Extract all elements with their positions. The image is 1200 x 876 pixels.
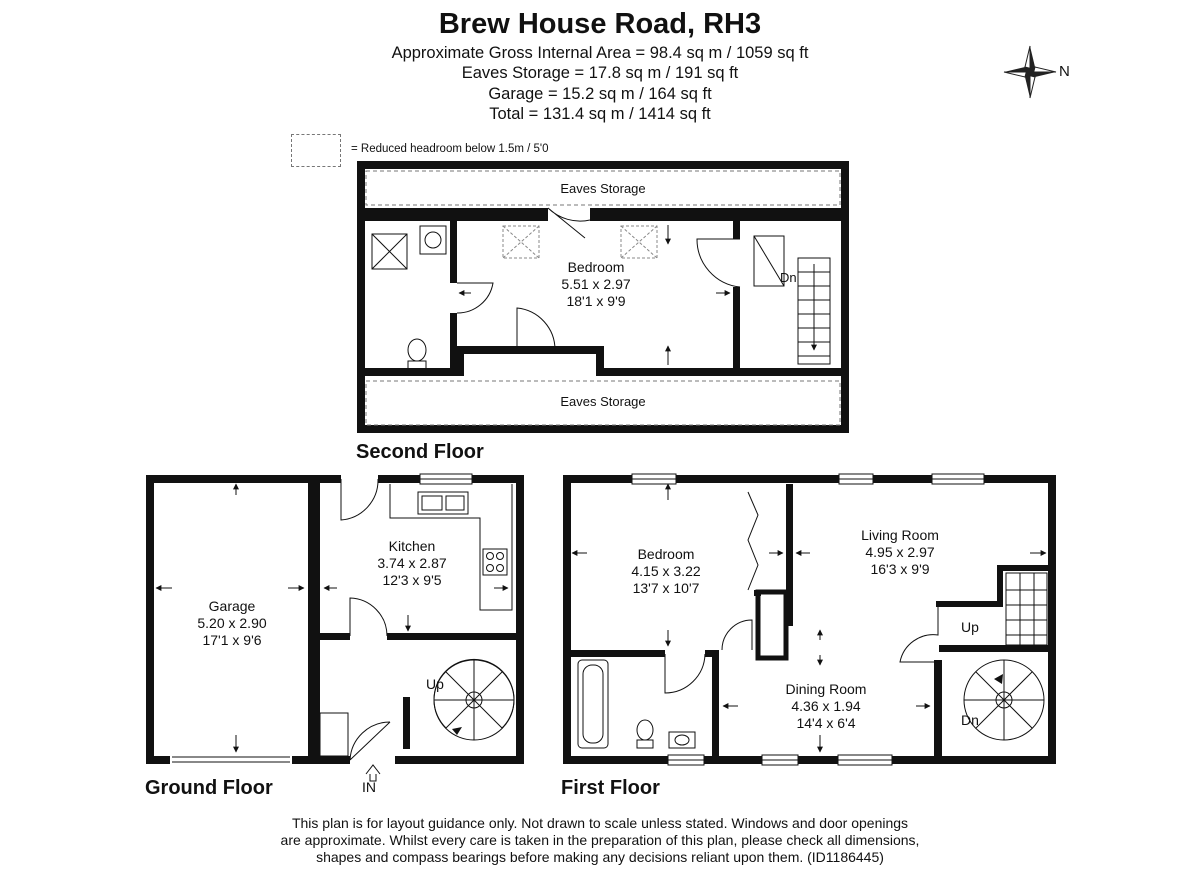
disclaimer-line: are approximate. Whilst every care is taken in the preparation of this plan, please check all dimensions,	[280, 832, 920, 848]
area-garage: Garage = 15.2 sq m / 164 sq ft	[488, 85, 712, 103]
room-name: Garage	[208, 598, 256, 614]
room-metric: 4.36 x 1.94	[791, 698, 861, 714]
dining-room-label	[766, 681, 886, 732]
garage-label	[172, 598, 292, 649]
area-total: Total = 131.4 sq m / 1414 sq ft	[489, 105, 711, 123]
room-imperial: 18'1 x 9'9	[566, 293, 626, 309]
first-floor-heading: First Floor	[561, 777, 660, 799]
area-gross-internal: Approximate Gross Internal Area = 98.4 sq m / 1059 sq ft	[391, 44, 809, 62]
disclaimer-line: shapes and compass bearings before making any decisions reliant upon them. (ID1186445)	[316, 849, 884, 865]
room-metric: 3.74 x 2.87	[377, 555, 447, 571]
room-name: Kitchen	[388, 538, 436, 554]
room-metric: 4.95 x 2.97	[865, 544, 935, 560]
room-imperial: 14'4 x 6'4	[796, 715, 856, 731]
second-floor-heading: Second Floor	[356, 441, 484, 463]
room-imperial: 12'3 x 9'5	[382, 572, 442, 588]
second-floor-stair-label: Dn	[780, 270, 797, 285]
room-metric: 4.15 x 3.22	[631, 563, 701, 579]
second-floor-bedroom-label	[536, 259, 656, 310]
first-floor-bedroom-label	[606, 546, 726, 597]
ground-floor-stair-label: Up	[426, 676, 444, 692]
compass-north-label: N	[1059, 63, 1070, 80]
kitchen-label	[352, 538, 472, 589]
living-room-label	[840, 527, 960, 578]
first-floor-stair-down-label: Dn	[961, 712, 979, 728]
room-name: Living Room	[861, 527, 939, 543]
room-name: Bedroom	[637, 546, 695, 562]
room-name: Dining Room	[785, 681, 867, 697]
room-imperial: 17'1 x 9'6	[202, 632, 262, 648]
room-metric: 5.20 x 2.90	[197, 615, 267, 631]
room-imperial: 16'3 x 9'9	[870, 561, 930, 577]
room-metric: 5.51 x 2.97	[561, 276, 631, 292]
area-eaves-storage: Eaves Storage = 17.8 sq m / 191 sq ft	[461, 64, 739, 82]
entrance-label: IN	[362, 779, 376, 795]
eaves-storage-bottom-label: Eaves Storage	[560, 394, 646, 409]
first-floor-stair-up-label: Up	[961, 619, 979, 635]
room-imperial: 13'7 x 10'7	[632, 580, 700, 596]
disclaimer-line: This plan is for layout guidance only. Not drawn to scale unless stated. Windows and door openings	[291, 815, 909, 831]
reduced-headroom-legend-text: = Reduced headroom below 1.5m / 5'0	[351, 143, 549, 155]
disclaimer	[0, 815, 1200, 866]
eaves-storage-top-label: Eaves Storage	[560, 181, 646, 196]
room-name: Bedroom	[567, 259, 625, 275]
plan-title: Brew House Road, RH3	[438, 8, 762, 40]
ground-floor-heading: Ground Floor	[145, 777, 273, 799]
